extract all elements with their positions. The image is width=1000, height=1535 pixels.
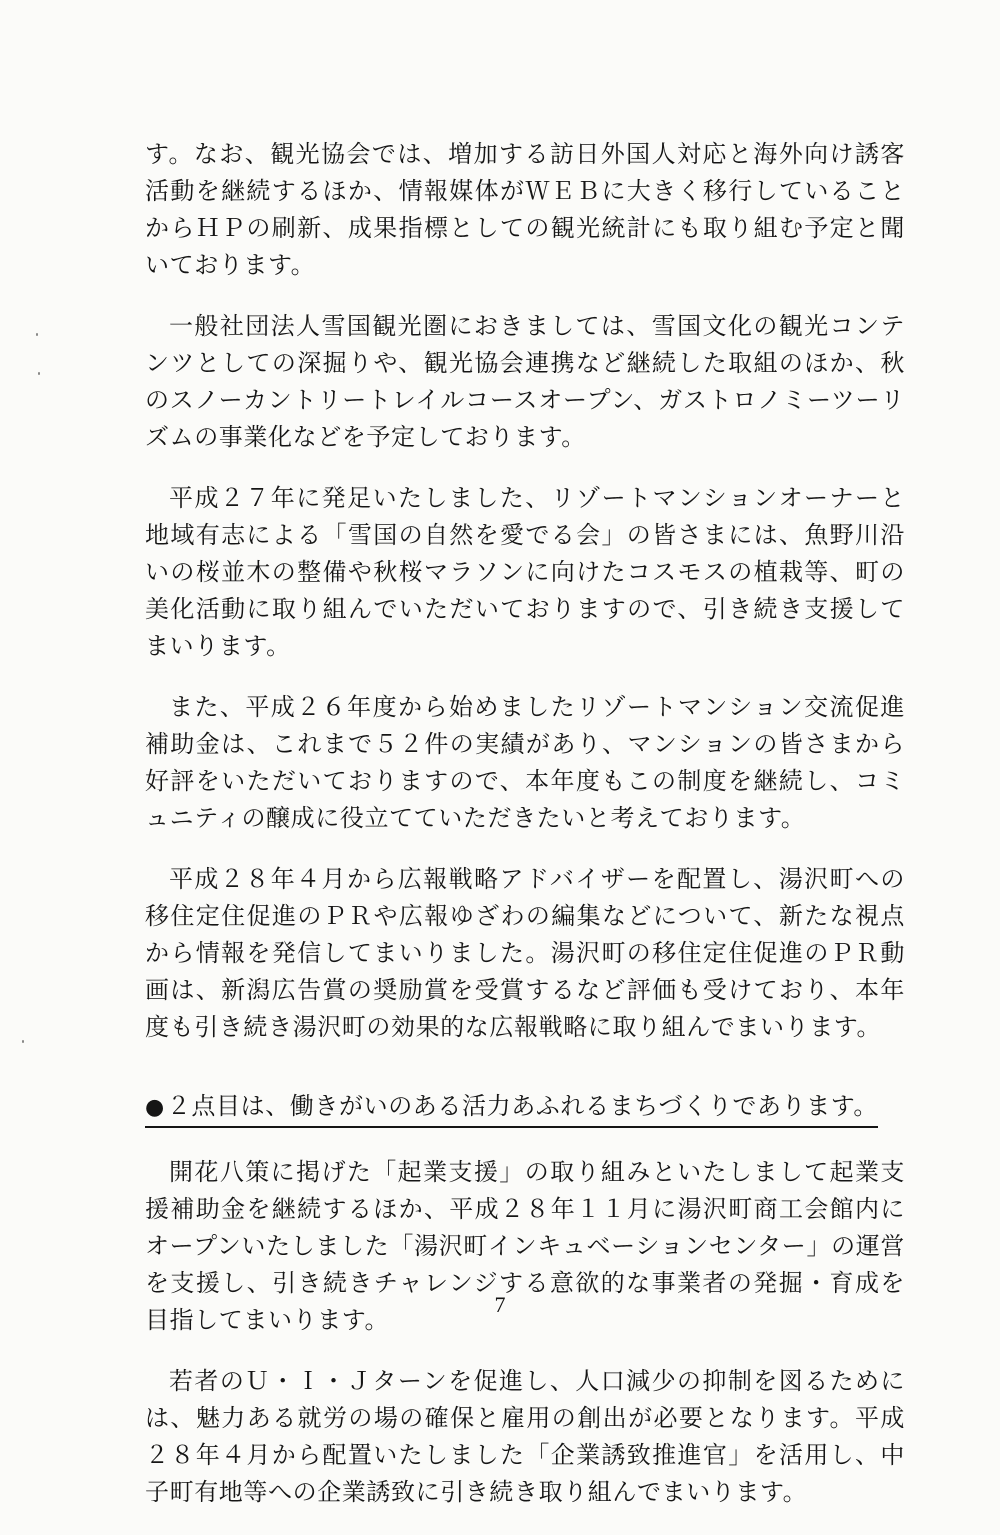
scan-speck xyxy=(22,1040,24,1043)
paragraph-snow-country-tourism: 一般社団法人雪国観光圏におきましては、雪国文化の観光コンテンツとしての深掘りや、観光協会連携など継続した取組のほか、秋のスノーカントリートレイルコースオープン、ガストロノミーツーリズムの事業化などを予定しております。 xyxy=(145,312,905,451)
paragraph-nature-society: 平成２７年に発足いたしました、リゾートマンションオーナーと地域有志による「雪国の自然を愛でる会」の皆さまには、魚野川沿いの桜並木の整備や秋桜マラソンに向けたコスモスの植栽等、町の美化活動に取り組んでいただいておりますので、引き続き支援してまいります。 xyxy=(145,484,905,660)
scan-speck xyxy=(36,333,38,336)
page-number: 7 xyxy=(494,1292,506,1317)
paragraph-tourism-association: す。なお、観光協会では、増加する訪日外国人対応と海外向け誘客活動を継続するほか、情報媒体がＷＥＢに大きく移行していることからＨＰの刷新、成果指標としての観光統計にも取り組む予定と聞いております。 xyxy=(145,140,905,279)
paragraph-pr-advisor: 平成２８年４月から広報戦略アドバイザーを配置し、湯沢町への移住定住促進のＰＲや広報ゆざわの編集などについて、新たな視点から情報を発信してまいりました。湯沢町の移住定住促進のＰＲ動画は、新潟広告賞の奨励賞を受賞するなど評価も受けており、本年度も引き続き湯沢町の効果的な広報戦略に取り組んでまいります。 xyxy=(145,865,905,1041)
paragraph-startup-support: 開花八策に掲げた「起業支援」の取り組みといたしまして起業支援補助金を継続するほか、平成２８年１１月に湯沢町商工会館内にオープンいたしました「湯沢町インキュベーションセンター」の運営を支援し、引き続きチャレンジする意欲的な事業者の発掘・育成を目指してまいります。 xyxy=(145,1158,905,1334)
scan-speck xyxy=(38,372,40,375)
bullet-icon: ● xyxy=(145,1095,165,1120)
section-heading-text: ２点目は、働きがいのある活力あふれるまちづくりであります。 xyxy=(166,1092,879,1120)
paragraph-corporate-invitation: 若者のＵ・Ｉ・Ｊターンを促進し、人口減少の抑制を図るためには、魅力ある就労の場の確保と雇用の創出が必要となります。平成２８年４月から配置いたしました「企業誘致推進官」を活用し、中子町有地等への企業誘致に引き続き取り組んでまいります。 xyxy=(145,1367,905,1506)
section-heading xyxy=(145,1088,878,1128)
paragraph-resort-mansion-subsidy: また、平成２６年度から始めましたリゾートマンション交流促進補助金は、これまで５２件の実績があり、マンションの皆さまから好評をいただいておりますので、本年度もこの制度を継続し、コミュニティの醸成に役立てていただきたいと考えております。 xyxy=(145,693,905,832)
document-body xyxy=(145,136,905,1535)
